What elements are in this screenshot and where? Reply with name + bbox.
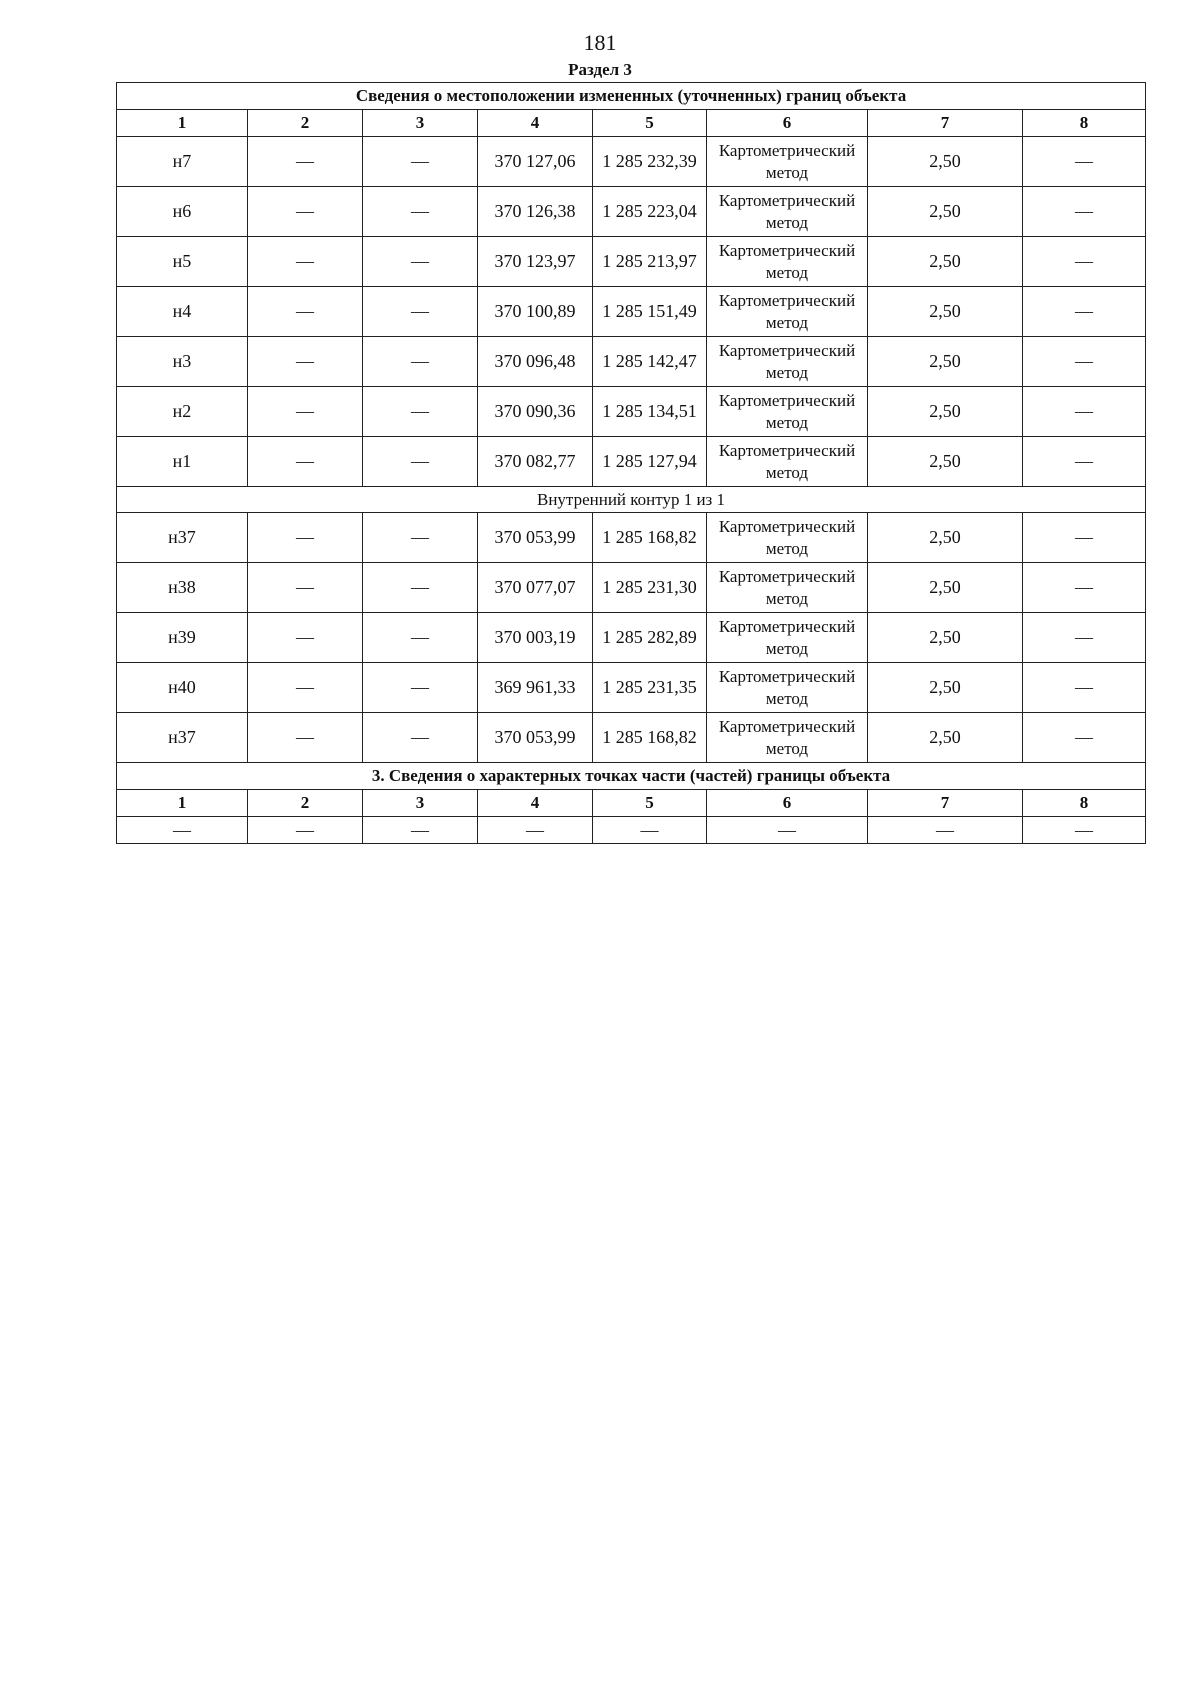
column-number: 6 bbox=[707, 110, 868, 137]
point-name: н37 bbox=[117, 713, 248, 763]
coord-x: 370 100,89 bbox=[478, 287, 593, 337]
coord-x: 370 053,99 bbox=[478, 513, 593, 563]
coord-x: 370 077,07 bbox=[478, 563, 593, 613]
column-number: 4 bbox=[478, 790, 593, 817]
coord-x: 369 961,33 bbox=[478, 663, 593, 713]
cell-col8: — bbox=[1023, 237, 1146, 287]
cell-col8: — bbox=[1023, 613, 1146, 663]
coord-x: 370 053,99 bbox=[478, 713, 593, 763]
cell-col8: — bbox=[1023, 663, 1146, 713]
cell-col2: — bbox=[248, 713, 363, 763]
cell-col3: — bbox=[363, 287, 478, 337]
cell-col3: — bbox=[363, 613, 478, 663]
method: Картометрический метод bbox=[707, 713, 868, 763]
cell-col2: — bbox=[248, 613, 363, 663]
coord-x: 370 082,77 bbox=[478, 437, 593, 487]
boundary-table bbox=[116, 82, 1146, 844]
accuracy: 2,50 bbox=[868, 237, 1023, 287]
cell-col2: — bbox=[248, 137, 363, 187]
table-row bbox=[117, 287, 1146, 337]
method: Картометрический метод bbox=[707, 437, 868, 487]
cell-col2: — bbox=[248, 563, 363, 613]
parts-cell: — bbox=[593, 817, 707, 844]
coord-y: 1 285 282,89 bbox=[593, 613, 707, 663]
cell-col8: — bbox=[1023, 287, 1146, 337]
cell-col8: — bbox=[1023, 337, 1146, 387]
column-number: 8 bbox=[1023, 110, 1146, 137]
column-number-row bbox=[117, 110, 1146, 137]
method: Картометрический метод bbox=[707, 563, 868, 613]
column-number: 5 bbox=[593, 110, 707, 137]
point-name: н5 bbox=[117, 237, 248, 287]
point-name: н6 bbox=[117, 187, 248, 237]
coord-y: 1 285 232,39 bbox=[593, 137, 707, 187]
column-number: 2 bbox=[248, 110, 363, 137]
method: Картометрический метод bbox=[707, 237, 868, 287]
column-number: 2 bbox=[248, 790, 363, 817]
cell-col2: — bbox=[248, 337, 363, 387]
method: Картометрический метод bbox=[707, 337, 868, 387]
table-row bbox=[117, 713, 1146, 763]
column-number: 3 bbox=[363, 790, 478, 817]
cell-col2: — bbox=[248, 187, 363, 237]
parts-cell: — bbox=[248, 817, 363, 844]
cell-col8: — bbox=[1023, 513, 1146, 563]
coord-y: 1 285 168,82 bbox=[593, 713, 707, 763]
coord-y: 1 285 223,04 bbox=[593, 187, 707, 237]
coord-y: 1 285 213,97 bbox=[593, 237, 707, 287]
point-name: н7 bbox=[117, 137, 248, 187]
inner-contour-row bbox=[117, 487, 1146, 513]
coord-y: 1 285 231,35 bbox=[593, 663, 707, 713]
coord-y: 1 285 231,30 bbox=[593, 563, 707, 613]
accuracy: 2,50 bbox=[868, 387, 1023, 437]
column-number: 5 bbox=[593, 790, 707, 817]
table-row bbox=[117, 513, 1146, 563]
parts-row bbox=[117, 817, 1146, 844]
parts-cell: — bbox=[1023, 817, 1146, 844]
cell-col2: — bbox=[248, 663, 363, 713]
section-title: Раздел 3 bbox=[568, 60, 632, 79]
parts-cell: — bbox=[117, 817, 248, 844]
table-title-row bbox=[117, 83, 1146, 110]
accuracy: 2,50 bbox=[868, 663, 1023, 713]
coord-x: 370 123,97 bbox=[478, 237, 593, 287]
column-number: 1 bbox=[117, 790, 248, 817]
parts-cell: — bbox=[478, 817, 593, 844]
column-number: 1 bbox=[117, 110, 248, 137]
cell-col8: — bbox=[1023, 437, 1146, 487]
accuracy: 2,50 bbox=[868, 437, 1023, 487]
table-row bbox=[117, 137, 1146, 187]
parts-cell: — bbox=[707, 817, 868, 844]
method: Картометрический метод bbox=[707, 287, 868, 337]
coord-x: 370 096,48 bbox=[478, 337, 593, 387]
method: Картометрический метод bbox=[707, 513, 868, 563]
cell-col3: — bbox=[363, 187, 478, 237]
cell-col8: — bbox=[1023, 137, 1146, 187]
coord-y: 1 285 127,94 bbox=[593, 437, 707, 487]
coord-x: 370 090,36 bbox=[478, 387, 593, 437]
table-row bbox=[117, 187, 1146, 237]
page-number: 181 bbox=[583, 30, 617, 55]
cell-col3: — bbox=[363, 137, 478, 187]
table-row bbox=[117, 437, 1146, 487]
coord-y: 1 285 168,82 bbox=[593, 513, 707, 563]
column-number: 6 bbox=[707, 790, 868, 817]
coord-y: 1 285 142,47 bbox=[593, 337, 707, 387]
cell-col3: — bbox=[363, 563, 478, 613]
point-name: н37 bbox=[117, 513, 248, 563]
cell-col2: — bbox=[248, 287, 363, 337]
parts-column-number-row bbox=[117, 790, 1146, 817]
cell-col8: — bbox=[1023, 387, 1146, 437]
point-name: н39 bbox=[117, 613, 248, 663]
cell-col3: — bbox=[363, 237, 478, 287]
coord-x: 370 126,38 bbox=[478, 187, 593, 237]
coord-y: 1 285 134,51 bbox=[593, 387, 707, 437]
cell-col2: — bbox=[248, 387, 363, 437]
cell-col8: — bbox=[1023, 187, 1146, 237]
cell-col3: — bbox=[363, 713, 478, 763]
cell-col3: — bbox=[363, 437, 478, 487]
point-name: н3 bbox=[117, 337, 248, 387]
method: Картометрический метод bbox=[707, 137, 868, 187]
accuracy: 2,50 bbox=[868, 563, 1023, 613]
inner-contour-label: Внутренний контур 1 из 1 bbox=[117, 487, 1146, 513]
column-number: 4 bbox=[478, 110, 593, 137]
accuracy: 2,50 bbox=[868, 713, 1023, 763]
table-row bbox=[117, 237, 1146, 287]
column-number: 7 bbox=[868, 110, 1023, 137]
column-number: 7 bbox=[868, 790, 1023, 817]
cell-col3: — bbox=[363, 337, 478, 387]
table-row bbox=[117, 387, 1146, 437]
cell-col3: — bbox=[363, 663, 478, 713]
parts-cell: — bbox=[363, 817, 478, 844]
accuracy: 2,50 bbox=[868, 613, 1023, 663]
coord-x: 370 127,06 bbox=[478, 137, 593, 187]
cell-col8: — bbox=[1023, 713, 1146, 763]
method: Картометрический метод bbox=[707, 387, 868, 437]
accuracy: 2,50 bbox=[868, 187, 1023, 237]
point-name: н2 bbox=[117, 387, 248, 437]
table-row bbox=[117, 613, 1146, 663]
cell-col2: — bbox=[248, 437, 363, 487]
point-name: н38 bbox=[117, 563, 248, 613]
table-title: Сведения о местоположении измененных (уточненных) границ объекта bbox=[117, 83, 1146, 110]
accuracy: 2,50 bbox=[868, 287, 1023, 337]
coord-y: 1 285 151,49 bbox=[593, 287, 707, 337]
parts-title: 3. Сведения о характерных точках части (частей) границы объекта bbox=[117, 763, 1146, 790]
table-row bbox=[117, 337, 1146, 387]
cell-col3: — bbox=[363, 513, 478, 563]
point-name: н1 bbox=[117, 437, 248, 487]
accuracy: 2,50 bbox=[868, 337, 1023, 387]
parts-title-row bbox=[117, 763, 1146, 790]
column-number: 3 bbox=[363, 110, 478, 137]
method: Картометрический метод bbox=[707, 187, 868, 237]
point-name: н4 bbox=[117, 287, 248, 337]
coord-x: 370 003,19 bbox=[478, 613, 593, 663]
table-row bbox=[117, 563, 1146, 613]
method: Картометрический метод bbox=[707, 663, 868, 713]
method: Картометрический метод bbox=[707, 613, 868, 663]
cell-col2: — bbox=[248, 513, 363, 563]
point-name: н40 bbox=[117, 663, 248, 713]
accuracy: 2,50 bbox=[868, 513, 1023, 563]
cell-col8: — bbox=[1023, 563, 1146, 613]
cell-col2: — bbox=[248, 237, 363, 287]
accuracy: 2,50 bbox=[868, 137, 1023, 187]
table-row bbox=[117, 663, 1146, 713]
column-number: 8 bbox=[1023, 790, 1146, 817]
parts-cell: — bbox=[868, 817, 1023, 844]
cell-col3: — bbox=[363, 387, 478, 437]
